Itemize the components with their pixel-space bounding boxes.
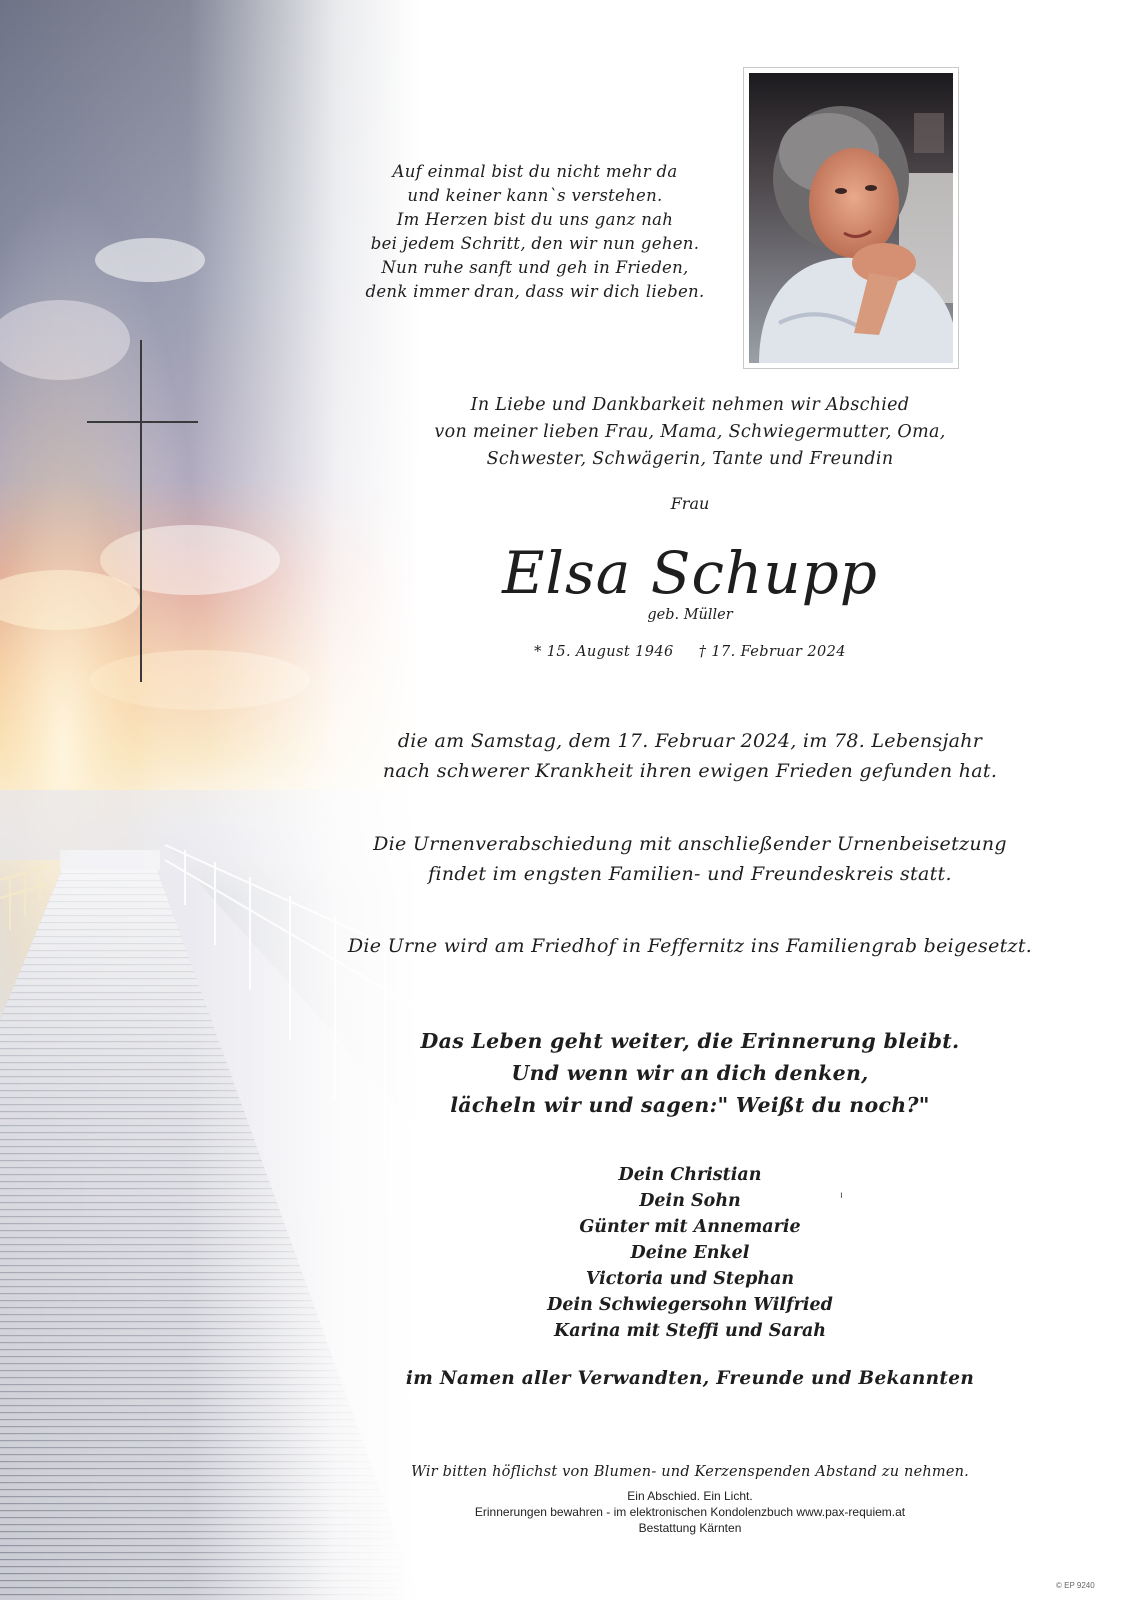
family-member: Günter mit Annemarie [579, 1217, 801, 1237]
closing-line: im Namen aller Verwandten, Freunde und Bekannten [405, 1368, 975, 1389]
death-notice [330, 726, 1050, 786]
poem-line: denk immer dran, dass wir dich lieben. [365, 282, 705, 301]
burial-info: Die Urne wird am Friedhof in Feffernitz ins Familiengrab beigesetzt. [347, 935, 1033, 957]
intro-line: von meiner lieben Frau, Mama, Schwiegermutter, Oma, [434, 422, 946, 442]
family-member: Dein Christian [618, 1165, 762, 1185]
cross-icon [140, 340, 142, 682]
life-dates [490, 644, 890, 660]
death-notice-line: die am Samstag, dem 17. Februar 2024, im 78. Lebensjahr [397, 730, 983, 752]
maiden-name: geb. Müller [647, 607, 733, 623]
farewell-intro [350, 392, 1030, 473]
portrait-photo [749, 73, 953, 363]
quote-line: Das Leben geht weiter, die Erinnerung bleibt. [420, 1029, 960, 1053]
intro-line: Schwester, Schwägerin, Tante und Freundin [486, 449, 894, 469]
family-list [470, 1162, 910, 1344]
poem [340, 160, 730, 304]
death-date: † 17. Februar 2024 [698, 644, 846, 660]
poem-line: Auf einmal bist du nicht mehr da [392, 162, 678, 181]
poem-line: und keiner kann`s verstehen. [407, 186, 663, 205]
family-member: Deine Enkel [630, 1243, 750, 1263]
birth-date: * 15. August 1946 [534, 644, 674, 660]
urn-farewell [330, 829, 1050, 889]
urn-line: Die Urnenverabschiedung mit anschließender Urnenbeisetzung [373, 833, 1007, 855]
family-member: Victoria und Stephan [585, 1269, 795, 1289]
poem-line: Nun ruhe sanft und geh in Frieden, [381, 258, 689, 277]
family-member: Dein Sohn [639, 1191, 741, 1211]
footer [380, 1488, 1000, 1536]
memorial-quote [350, 1025, 1030, 1121]
death-notice-line: nach schwerer Krankheit ihren ewigen Frieden gefunden hat. [382, 760, 998, 782]
footer-company: Bestattung Kärnten [638, 1521, 742, 1535]
donation-request: Wir bitten höflichst von Blumen- und Kerzenspenden Abstand zu nehmen. [410, 1464, 969, 1480]
portrait-frame [743, 67, 959, 369]
quote-line: Und wenn wir an dich denken, [511, 1061, 869, 1085]
salutation: Frau [670, 494, 710, 513]
quote-line: lächeln wir und sagen:" Weißt du noch?" [450, 1093, 930, 1117]
urn-line: findet im engsten Familien- und Freundeskreis statt. [428, 863, 952, 885]
document-code: © EP 9240 [1056, 1581, 1095, 1590]
poem-line: bei jedem Schritt, den wir nun gehen. [370, 234, 700, 253]
family-member: Karina mit Steffi und Sarah [553, 1321, 827, 1341]
footer-condolence: Erinnerungen bewahren - im elektronischen Kondolenzbuch www.pax-requiem.at [474, 1505, 906, 1519]
deceased-name: Elsa Schupp [502, 539, 878, 607]
cross-bar [87, 421, 198, 423]
poem-line: Im Herzen bist du uns ganz nah [396, 210, 674, 229]
family-member: Dein Schwiegersohn Wilfried [547, 1295, 833, 1315]
footer-slogan: Ein Abschied. Ein Licht. [627, 1489, 753, 1503]
intro-line: In Liebe und Dankbarkeit nehmen wir Abschied [470, 395, 910, 415]
stray-mark: ı [840, 1190, 843, 1201]
